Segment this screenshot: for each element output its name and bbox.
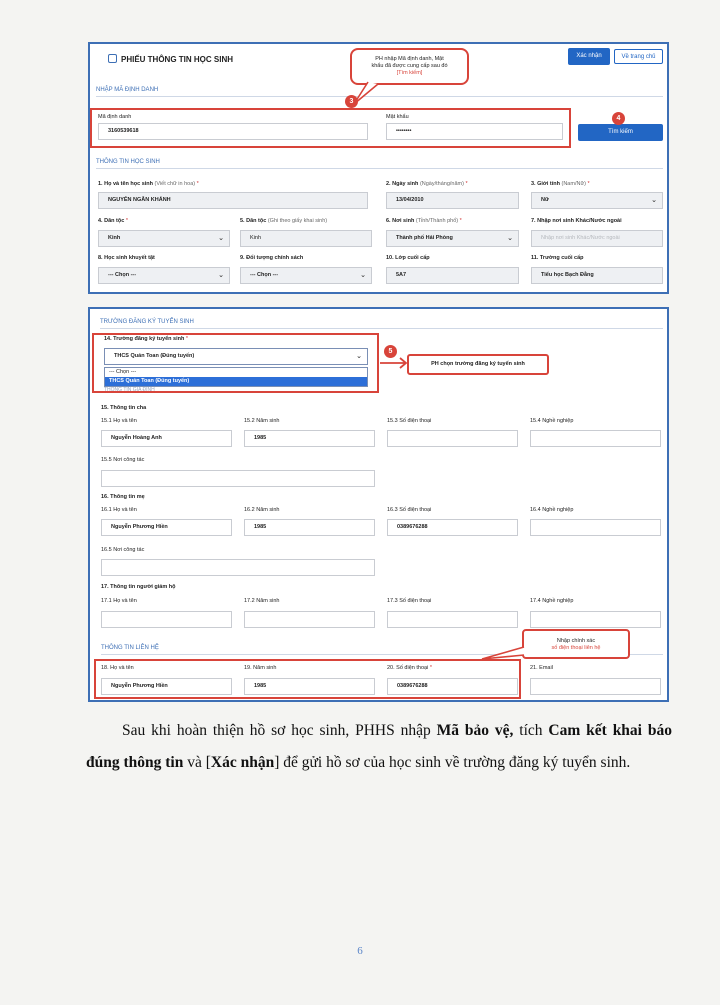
mother-name-input[interactable]: Nguyễn Phương Hiền <box>101 519 232 536</box>
home-button[interactable]: Về trang chủ <box>614 49 663 64</box>
last-class-label: 10. Lớp cuối cấp <box>386 255 430 261</box>
divider <box>100 328 663 329</box>
mother-workplace-label: 16.5 Nơi công tác <box>101 547 145 553</box>
disability-label: 8. Học sinh khuyết tật <box>98 255 155 261</box>
gender-label: 3. Giới tính (Nam/Nữ) * <box>531 181 590 187</box>
chevron-down-icon: ⌄ <box>651 197 657 204</box>
policy-select[interactable]: --- Chọn --- ⌄ <box>240 267 372 284</box>
mother-name-label: 16.1 Họ và tên <box>101 507 137 513</box>
father-workplace-input[interactable] <box>101 470 375 487</box>
student-name-label: 1. Họ và tên học sinh (Viết chữ in hoa) * <box>98 181 199 187</box>
guardian-job-label: 17.4 Nghề nghiệp <box>530 598 574 604</box>
guardian-birth-year-input[interactable] <box>244 611 375 628</box>
mother-birth-year-label: 16.2 Năm sinh <box>244 507 280 513</box>
password-label: Mật khẩu <box>386 114 409 120</box>
student-name-input[interactable]: NGUYỄN NGÂN KHÁNH <box>98 192 368 209</box>
password-input[interactable]: •••••••• <box>386 123 563 140</box>
confirm-button[interactable]: Xác nhận <box>568 48 610 65</box>
father-workplace-label: 15.5 Nơi công tác <box>101 457 145 463</box>
student-info-panel <box>88 42 669 294</box>
instruction-paragraph: Sau khi hoàn thiện hồ sơ học sinh, PHHS nhập Mã bảo vệ, tích Cam kết khai báo đúng thông tin và [Xác nhận] để gửi hồ sơ của học sinh về trường đăng ký tuyển sinh. <box>86 722 672 771</box>
chevron-down-icon: ⌄ <box>218 272 224 279</box>
contact-email-input[interactable] <box>530 678 661 695</box>
section-registration-school: TRƯỜNG ĐĂNG KÝ TUYỂN SINH <box>100 319 194 325</box>
last-school-label: 11. Trường cuối cấp <box>531 255 584 261</box>
guardian-phone-label: 17.3 Số điện thoại <box>387 598 432 604</box>
id-code-label: Mã định danh <box>98 114 132 120</box>
form-title: PHIẾU THÔNG TIN HỌC SINH <box>108 54 233 64</box>
mother-title: 16. Thông tin mẹ <box>101 494 145 500</box>
gender-select[interactable]: Nữ ⌄ <box>531 192 663 209</box>
father-title: 15. Thông tin cha <box>101 405 147 411</box>
birthplace-label: 6. Nơi sinh (Tỉnh/Thành phố) * <box>386 218 462 224</box>
contact-phone-input[interactable]: 0389676288 <box>387 678 518 695</box>
chevron-down-icon: ⌄ <box>507 235 513 242</box>
contact-name-input[interactable]: Nguyễn Phương Hiền <box>101 678 232 695</box>
contact-phone-label: 20. Số điện thoại * <box>387 665 432 671</box>
school-option[interactable]: --- Chọn --- <box>109 369 137 375</box>
arrow-icon <box>378 355 408 371</box>
callout-step5: PH chọn trường đăng ký tuyển sinh <box>407 354 549 375</box>
callout-contact-note: Nhập chính xác số điện thoại liên hệ <box>522 629 630 659</box>
ethnicity-select[interactable]: Kinh ⌄ <box>98 230 230 247</box>
birthplace-other-label: 7. Nhập nơi sinh Khác/Nước ngoài <box>531 218 622 224</box>
section-student-info: THÔNG TIN HỌC SINH <box>96 159 160 165</box>
section-id-entry: NHẬP MÃ ĐỊNH DANH <box>96 87 159 93</box>
step-3-badge: 3 <box>345 95 358 108</box>
mother-phone-input[interactable]: 0389676288 <box>387 519 518 536</box>
contact-birth-year-label: 19. Năm sinh <box>244 665 277 671</box>
guardian-birth-year-label: 17.2 Năm sinh <box>244 598 280 604</box>
father-phone-label: 15.3 Số điện thoại <box>387 418 432 424</box>
registration-panel <box>88 307 669 702</box>
chevron-down-icon: ⌄ <box>218 235 224 242</box>
step-4-badge: 4 <box>612 112 625 125</box>
ethnicity-birth-cert-label: 5. Dân tộc (Ghi theo giấy khai sinh) <box>240 218 328 224</box>
father-birth-year-label: 15.2 Năm sinh <box>244 418 280 424</box>
section-family-info: THÔNG TIN GIA ĐÌNH <box>104 387 155 391</box>
school-choice-label: 14. Trường đăng ký tuyển sinh * <box>104 336 188 342</box>
document-icon <box>108 54 117 63</box>
ethnicity-label: 4. Dân tộc * <box>98 218 128 224</box>
last-class-input[interactable]: 5A7 <box>386 267 519 284</box>
policy-label: 9. Đối tượng chính sách <box>240 255 304 261</box>
disability-select[interactable]: --- Chọn --- ⌄ <box>98 267 230 284</box>
id-code-input[interactable]: 3160539618 <box>98 123 368 140</box>
contact-email-label: 21. Email <box>530 665 553 671</box>
school-option-selected[interactable]: THCS Quán Toan (Đúng tuyến) <box>105 377 367 386</box>
mother-job-input[interactable] <box>530 519 661 536</box>
birthplace-other-input[interactable]: Nhập nơi sinh Khác/Nước ngoài <box>531 230 663 247</box>
page-number: 6 <box>357 945 363 957</box>
highlight-id-entry <box>90 108 571 148</box>
father-job-input[interactable] <box>530 430 661 447</box>
guardian-phone-input[interactable] <box>387 611 518 628</box>
step-5-badge: 5 <box>384 345 397 358</box>
highlight-school-choice <box>92 333 379 393</box>
guardian-name-input[interactable] <box>101 611 232 628</box>
father-birth-year-input[interactable]: 1985 <box>244 430 375 447</box>
school-choice-select[interactable]: THCS Quán Toan (Đúng tuyến) ⌄ <box>104 348 368 365</box>
guardian-title: 17. Thông tin người giám hộ <box>101 584 176 590</box>
last-school-input[interactable]: Tiểu học Bạch Đằng <box>531 267 663 284</box>
ethnicity-birth-cert-input[interactable]: Kinh <box>240 230 372 247</box>
birthplace-select[interactable]: Thành phố Hải Phòng ⌄ <box>386 230 519 247</box>
father-name-label: 15.1 Họ và tên <box>101 418 137 424</box>
callout-pointer <box>478 641 526 663</box>
chevron-down-icon: ⌄ <box>360 272 366 279</box>
search-button[interactable]: Tìm kiếm <box>578 124 663 141</box>
guardian-name-label: 17.1 Họ và tên <box>101 598 137 604</box>
section-contact-info: THÔNG TIN LIÊN HỆ <box>101 645 159 651</box>
guardian-job-input[interactable] <box>530 611 661 628</box>
dob-label: 2. Ngày sinh (Ngày/tháng/năm) * <box>386 181 468 187</box>
father-job-label: 15.4 Nghề nghiệp <box>530 418 574 424</box>
callout-step3: PH nhập Mã định danh, Mật khẩu đã được cung cấp sau đó [Tìm kiếm] <box>350 48 469 85</box>
highlight-contact <box>94 659 521 699</box>
mother-phone-label: 16.3 Số điện thoại <box>387 507 432 513</box>
mother-birth-year-input[interactable]: 1985 <box>244 519 375 536</box>
contact-name-label: 18. Họ và tên <box>101 665 134 671</box>
dob-input[interactable]: 13/04/2010 <box>386 192 519 209</box>
chevron-down-icon: ⌄ <box>356 353 362 360</box>
divider <box>96 168 663 169</box>
father-phone-input[interactable] <box>387 430 518 447</box>
father-name-input[interactable]: Nguyễn Hoàng Anh <box>101 430 232 447</box>
mother-workplace-input[interactable] <box>101 559 375 576</box>
contact-birth-year-input[interactable]: 1985 <box>244 678 375 695</box>
mother-job-label: 16.4 Nghề nghiệp <box>530 507 574 513</box>
